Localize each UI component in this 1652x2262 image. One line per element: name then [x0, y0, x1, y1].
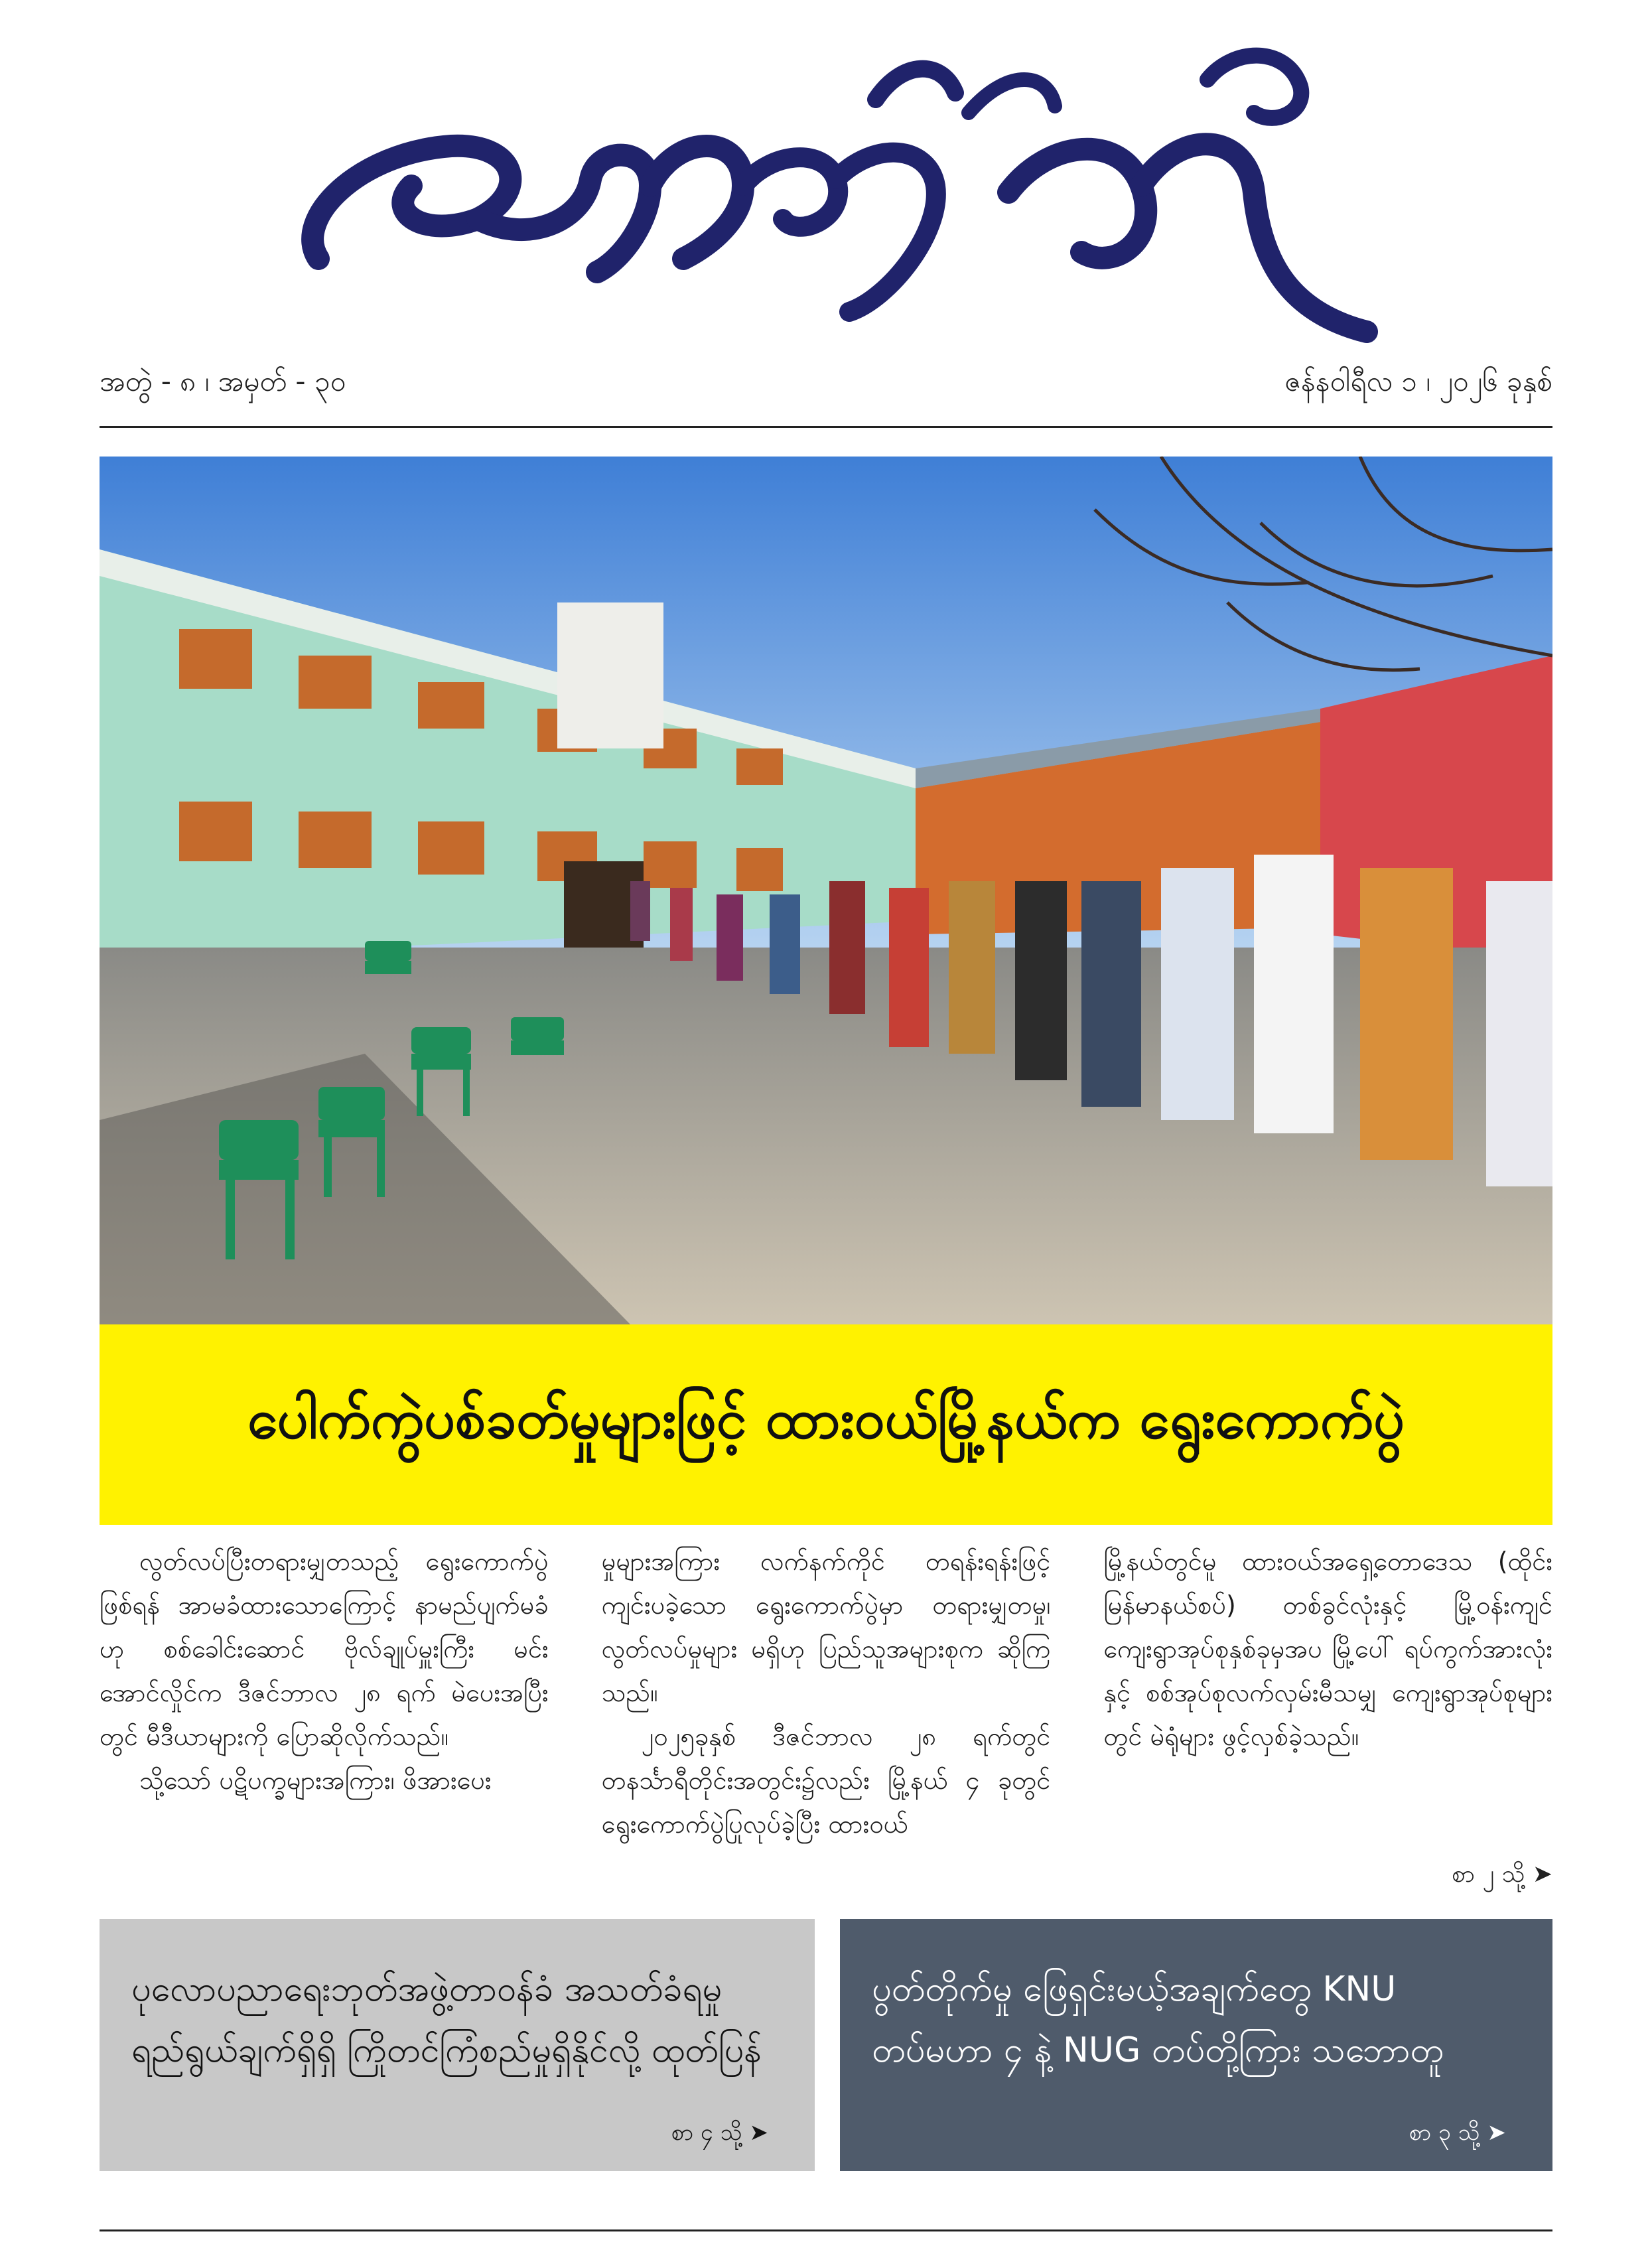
teaser-box-left[interactable] [100, 1919, 815, 2171]
paragraph: သို့သော် ပဋိပက္ခများအကြား၊ ဖိအားပေး [139, 1766, 492, 1795]
teaser-page-link[interactable]: စာ ၄ သို့ ➤ [671, 2119, 768, 2146]
main-headline-band [100, 1324, 1552, 1525]
logo-calligraphy [279, 20, 1393, 365]
paragraph: လွတ်လပ်ပြီးတရားမျှတသည့် ရွေးကောက်ပွဲဖြစ်ရန် အာမခံထားသောကြောင့် နာမည်ပျက်မခံဟု စစ်ခေါင်းဆောင် ဗိုလ်ချုပ်မှူးကြီး မင်းအောင်လှိုင်က ဒီဇင်ဘာလ ၂၈ ရက် မဲပေးအပြီးတွင် မီဒီယာများကို ပြောဆိုလိုက်သည်။ [100, 1547, 549, 1751]
issue-number: အတွဲ - ၈ ၊ အမှတ် - ၃၀ [100, 365, 346, 397]
cover-photo [100, 457, 1552, 1324]
article-column-2 [602, 1539, 1051, 1884]
footer-divider [100, 2229, 1552, 2231]
issue-date: ဇန်နဝါရီလ ၁ ၊ ၂၀၂၆ ခုနှစ် [1284, 365, 1552, 397]
teaser-box-right[interactable] [840, 1919, 1552, 2171]
header-divider [100, 426, 1552, 428]
continued-page-link[interactable]: စာ ၂ သို့ ➤ [1451, 1861, 1552, 1888]
paragraph: မှုများအကြား လက်နက်ကိုင် တရန်းရန်းဖြင့် ကျင်းပခဲ့သော ရွေးကောက်ပွဲမှာ တရားမျှတမှု၊ လွတ်လပ်မှုများ မရှိဟု ပြည်သူအများစုက ဆိုကြသည်။ [601, 1547, 1051, 1707]
teaser-page-link[interactable]: စာ ၃ သို့ ➤ [1409, 2119, 1506, 2146]
teaser-headline: ပုလောပညာရေးဘုတ်အဖွဲ့တာဝန်ခံ အသတ်ခံရမှု ရည်ရွယ်ချက်ရှိရှိ ကြိုတင်ကြံစည်မှုရှိနိုင်လို့ ထုတ်ပြန် [131, 1969, 762, 2070]
paragraph: ၂၀၂၅ခုနှစ် ဒီဇင်ဘာလ ၂၈ ရက်တွင် တနင်္သာရီတိုင်းအတွင်း၌လည်း မြို့နယ် ၄ ခုတွင် ရွေးကောက်ပွဲပြုလုပ်ခဲ့ပြီး ထားဝယ် [601, 1722, 1051, 1839]
article-column-1 [100, 1539, 549, 1884]
teaser-headline: ပွတ်တိုက်မှု ဖြေရှင်းမယ့်အချက်တွေ KNU တပ်မဟာ ၄ နဲ့ NUG တပ်တို့ကြား သဘောတူ [872, 1969, 1444, 2070]
masthead-logo [279, 20, 1393, 365]
main-headline: ပေါက်ကွဲပစ်ခတ်မှုများဖြင့် ထားဝယ်မြို့နယ်က ရွေးကောက်ပွဲ [247, 1387, 1405, 1451]
paragraph: မြို့နယ်တွင်မူ ထားဝယ်အရှေ့တောဒေသ (ထိုင်းမြန်မာနယ်စပ်) တစ်ခွင်လုံးနှင့် မြို့ဝန်းကျင် ကျေးရွာအုပ်စုနှစ်ခုမှအပ မြို့ပေါ် ရပ်ကွက်အားလုံးနှင့် စစ်အုပ်စုလက်လှမ်းမီသမျှ ကျေးရွာအုပ်စုများတွင် မဲရုံများ ဖွင့်လှစ်ခဲ့သည်။ [1103, 1547, 1553, 1751]
article-column-3 [1103, 1539, 1552, 1884]
article-body [100, 1539, 1552, 1884]
